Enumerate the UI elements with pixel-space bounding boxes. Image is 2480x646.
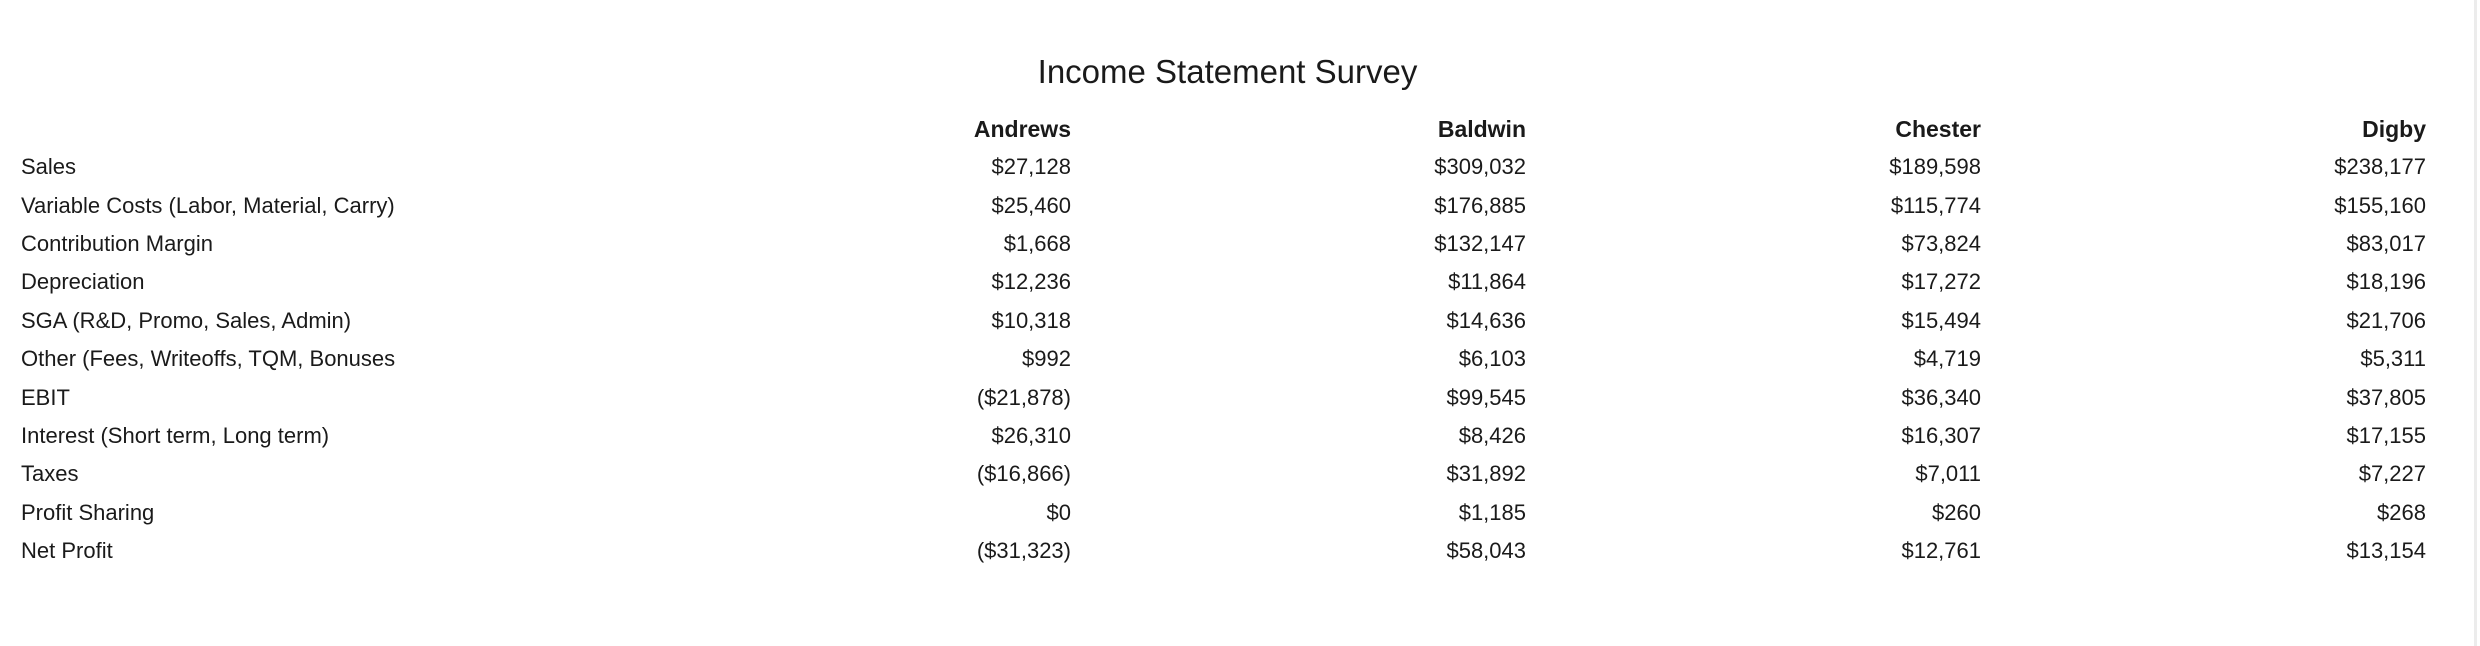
column-header-andrews: Andrews (973, 115, 1071, 142)
cell-digby: $13,154 (2346, 538, 2426, 564)
cell-digby: $7,227 (2358, 461, 2426, 487)
table-row-net-profit (11, 532, 2436, 570)
column-header-chester: Chester (1895, 115, 1981, 142)
cell-andrews: $25,460 (991, 192, 1071, 218)
cell-andrews: $1,668 (1003, 230, 1071, 256)
table-row-depreciation (11, 263, 2436, 301)
cell-chester: $17,272 (1901, 269, 1981, 295)
cell-andrews: $27,128 (991, 154, 1071, 180)
cell-baldwin: $14,636 (1446, 307, 1526, 333)
row-label: EBIT (21, 384, 70, 410)
cell-andrews: ($21,878) (976, 384, 1071, 410)
cell-baldwin: $176,885 (1434, 192, 1526, 218)
cell-digby: $21,706 (2346, 307, 2426, 333)
cell-digby: $5,311 (2360, 346, 2426, 372)
cell-digby: $37,805 (2346, 384, 2426, 410)
cell-digby: $18,196 (2346, 269, 2426, 295)
cell-andrews: $26,310 (991, 422, 1071, 448)
cell-chester: $15,494 (1901, 307, 1981, 333)
cell-andrews: $0 (1046, 499, 1071, 525)
cell-andrews: ($16,866) (976, 461, 1071, 487)
row-label: Variable Costs (Labor, Material, Carry) (21, 192, 395, 218)
row-label: SGA (R&D, Promo, Sales, Admin) (21, 307, 352, 333)
row-label: Other (Fees, Writeoffs, TQM, Bonuses (21, 346, 396, 372)
table-row-contribution-margin (11, 225, 2436, 263)
cell-andrews: ($31,323) (976, 538, 1071, 564)
cell-andrews: $992 (1022, 346, 1071, 372)
cell-chester: $260 (1932, 499, 1981, 525)
cell-digby: $155,160 (2334, 192, 2426, 218)
cell-chester: $36,340 (1901, 384, 1981, 410)
row-label: Contribution Margin (21, 230, 213, 256)
cell-chester: $4,719 (1913, 346, 1981, 372)
cell-baldwin: $6,103 (1458, 346, 1526, 372)
cell-baldwin: $11,864 (1448, 269, 1526, 295)
row-label: Net Profit (21, 538, 113, 564)
cell-digby: $238,177 (2334, 154, 2426, 180)
table-row-interest (11, 417, 2436, 455)
cell-baldwin: $99,545 (1446, 384, 1526, 410)
column-header-label (11, 110, 771, 148)
cell-chester: $73,824 (1901, 230, 1981, 256)
cell-baldwin: $309,032 (1434, 154, 1526, 180)
table-row-sales (11, 148, 2436, 186)
table-row-ebit (11, 378, 2436, 416)
cell-baldwin: $1,185 (1458, 499, 1526, 525)
scrollbar-edge (2474, 0, 2477, 646)
table-row-profit-sharing (11, 494, 2436, 532)
cell-baldwin: $58,043 (1446, 538, 1526, 564)
cell-baldwin: $132,147 (1434, 230, 1526, 256)
table-row-other (11, 340, 2436, 378)
cell-digby: $17,155 (2346, 422, 2426, 448)
cell-chester: $189,598 (1889, 154, 1981, 180)
table-header-row (11, 110, 2436, 148)
table-row-sga (11, 302, 2436, 340)
row-label: Sales (21, 154, 77, 180)
income-statement-table (11, 110, 2436, 570)
row-label: Profit Sharing (21, 499, 155, 525)
cell-andrews: $12,236 (991, 269, 1071, 295)
row-label: Taxes (21, 461, 79, 487)
row-label: Interest (Short term, Long term) (21, 422, 330, 448)
cell-digby: $83,017 (2346, 230, 2426, 256)
cell-andrews: $10,318 (991, 307, 1071, 333)
cell-baldwin: $8,426 (1458, 422, 1526, 448)
cell-digby: $268 (2377, 499, 2426, 525)
cell-chester: $7,011 (1915, 461, 1981, 487)
table-row-taxes (11, 455, 2436, 493)
cell-baldwin: $31,892 (1446, 461, 1526, 487)
table-row-variable-costs (11, 186, 2436, 224)
column-header-digby: Digby (2362, 115, 2426, 142)
cell-chester: $16,307 (1901, 422, 1981, 448)
cell-chester: $115,774 (1890, 192, 1981, 218)
row-label: Depreciation (21, 269, 145, 295)
cell-chester: $12,761 (1901, 538, 1981, 564)
column-header-baldwin: Baldwin (1437, 115, 1526, 142)
page-title: Income Statement Survey (1037, 53, 1418, 90)
